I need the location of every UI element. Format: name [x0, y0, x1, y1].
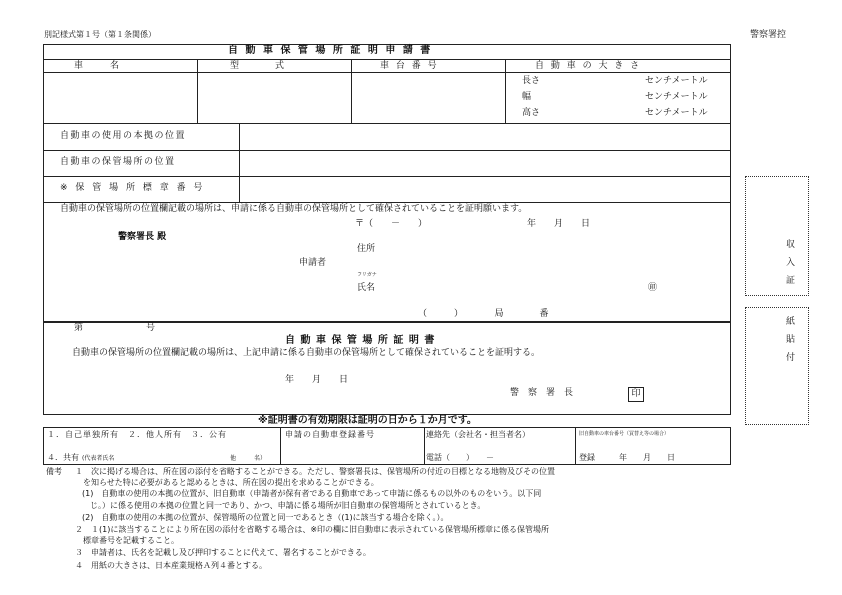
storage-location-field[interactable] — [240, 151, 730, 175]
notes-label: 備考 — [46, 467, 62, 476]
size-height-unit: センチメートル — [645, 108, 708, 118]
model-field[interactable] — [198, 73, 350, 122]
seal-stamp-box — [745, 307, 809, 425]
certificate-date: 年 月 日 — [285, 375, 349, 385]
revenue-stamp-label: 収 入 証 — [784, 239, 794, 284]
registration-no-label: 申請の自動車登録番号 — [285, 430, 375, 439]
note-line: (1) 自動車の使用の本拠の位置が、旧自動車（申請者が保有者である自動車であって申請に係るもの以外のものをいう。以下同 — [82, 489, 542, 498]
size-length-label: 長さ — [522, 76, 541, 86]
sticker-no-field[interactable] — [240, 177, 730, 201]
application-statement: 自動車の保管場所の位置欄記載の場所は、申請に係る自動車の保管場所として確保されていることを証明願います。 — [60, 204, 528, 214]
note-line: 標章番号を記載すること。 — [75, 536, 179, 545]
storage-location-label: 自動車の保管場所の位置 — [60, 157, 176, 167]
postal-code[interactable]: 〒（ － ） — [355, 219, 428, 229]
seal-stamp-label: 紙 貼 付 — [784, 316, 794, 361]
ownership-options[interactable]: １．自己単独所有 ２．他人所有 ３．公有 — [47, 430, 227, 439]
seal-mark: ㊞ — [648, 283, 658, 293]
application-date[interactable]: 年 月 日 — [527, 219, 591, 229]
contact-label: 連絡先（会社名・担当者名） — [426, 430, 530, 439]
police-chief: 警 察 署 長 — [510, 388, 574, 398]
note-line: ３ 申請者は、氏名を記載し及び押印することに代えて、署名することができる。 — [75, 548, 371, 557]
ownership-joint-others: 他 名） — [230, 455, 267, 462]
phone-field[interactable]: （ ） 局 番 — [418, 309, 549, 319]
size-length-unit: センチメートル — [645, 76, 708, 86]
ownership-joint-rep: (代表者氏名 — [82, 455, 115, 462]
ownership-joint[interactable]: ４．共有 — [47, 453, 79, 462]
certificate-statement: 自動車の保管場所の位置欄記載の場所は、上記申請に係る自動車の保管場所として確保されていることを証明する。 — [72, 348, 541, 358]
certificate-title: 自 動 車 保 管 場 所 証 明 書 — [285, 335, 436, 346]
note-line: ２ １(1)に該当することにより所在図の添付を省略する場合は、※印の欄に旧自動車に表示されている保管場所標章に係る保管場所 — [75, 525, 550, 534]
addressee: 警察署長 殿 — [118, 232, 167, 242]
size-height-label: 高さ — [522, 108, 541, 118]
registration-date[interactable]: 登録 年 月 日 — [579, 453, 675, 462]
col-car-name: 車 名 — [74, 61, 120, 71]
form-label: 別記様式第１号（第１条関係） — [44, 30, 156, 39]
col-size: 自 動 車 の 大 き さ — [535, 61, 642, 71]
base-location-field[interactable] — [240, 124, 730, 149]
size-width-label: 幅 — [522, 92, 532, 102]
note-line: を知らせた特に必要があると認めるときは、所在図の提出を求めることができる。 — [75, 478, 379, 487]
revenue-stamp-box — [745, 176, 809, 296]
certificate-number: 第 号 — [74, 323, 156, 333]
col-model: 型 式 — [230, 61, 285, 71]
note-line: じ。）に係る使用の本拠の位置と同一であり、かつ、申請に係る場所が旧自動車の保管場所とされているとき。 — [82, 501, 486, 510]
name-label: 氏名 — [357, 283, 376, 293]
col-chassis-no: 車 台 番 号 — [380, 61, 439, 71]
base-location-label: 自動車の使用の本拠の位置 — [60, 131, 187, 141]
applicant-label: 申請者 — [299, 258, 327, 268]
sticker-no-label: ※ 保 管 場 所 標 章 番 号 — [60, 183, 205, 193]
note-line: ４ 用紙の大きさは、日本産業規格Ａ列４番とする。 — [75, 561, 267, 570]
application-title: 自 動 車 保 管 場 所 証 明 申 請 書 — [228, 45, 433, 56]
note-line: (2) 自動車の使用の本拠の位置が、保管場所の位置と同一であるとき（(1)に該当する場合を除く。）。 — [82, 513, 449, 522]
copy-label: 警察署控 — [750, 30, 787, 40]
size-width-unit: センチメートル — [645, 92, 708, 102]
car-name-field[interactable] — [44, 73, 196, 122]
contact-phone[interactable]: 電話（ ） － — [426, 453, 494, 462]
old-car-label: 旧自動車の車台番号（買替え等の場合） — [579, 431, 670, 437]
official-seal: 印 — [628, 387, 644, 402]
note-line: １ 次に掲げる場合は、所在図の添付を省略することができる。ただし、警察署長は、保管場所の付近の目標となる地物及びその位置 — [75, 467, 555, 476]
furigana-label: フリガナ — [357, 272, 377, 278]
validity-note: ※証明書の有効期限は証明の日から１か月です。 — [258, 415, 477, 426]
chassis-no-field[interactable] — [352, 73, 504, 122]
address-label: 住所 — [357, 244, 376, 254]
